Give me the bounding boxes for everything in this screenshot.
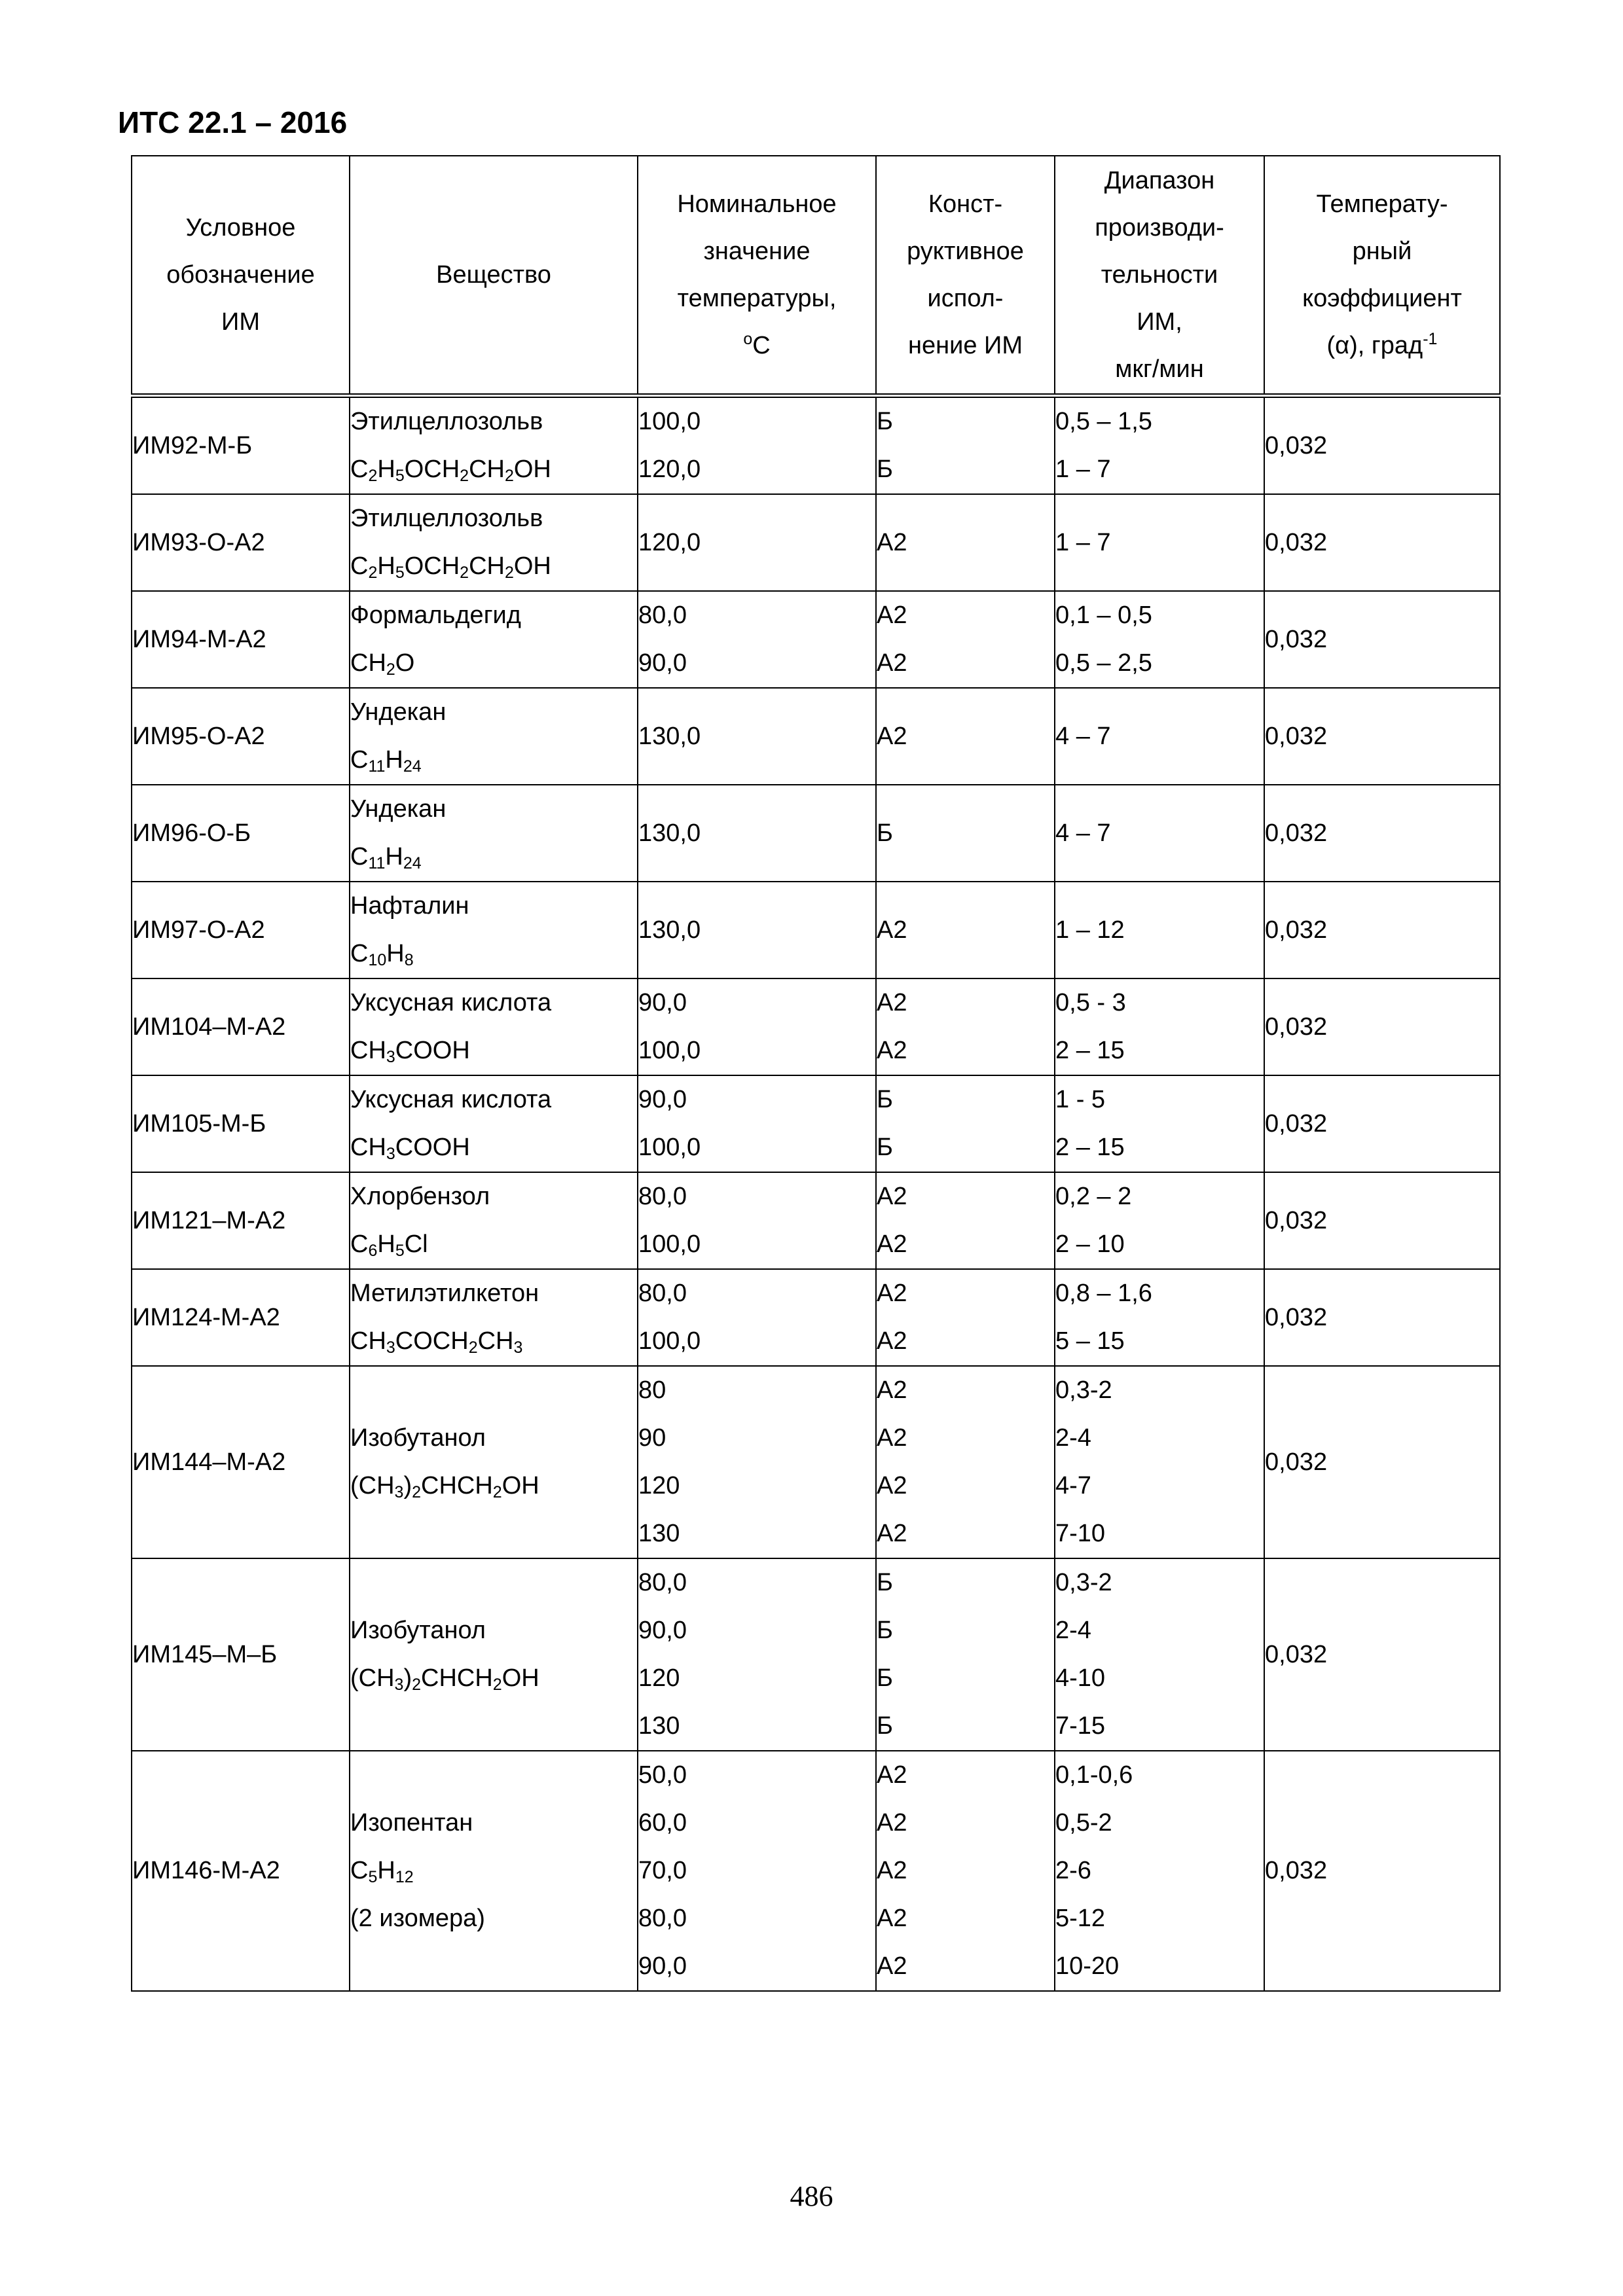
cell-range-line: 4 – 7 xyxy=(1055,722,1111,750)
cell-designation: ИМ144–М-А2 xyxy=(132,1366,350,1558)
cell-temperature-line: 80,0 xyxy=(638,1280,687,1307)
cell-temperature-line: 90,0 xyxy=(638,1086,687,1113)
cell-design-line: А2 xyxy=(877,1809,907,1837)
cell-substance-line: $C_6H_5Cl$ xyxy=(350,1230,428,1260)
header-designation-line: обозначение xyxy=(166,261,315,289)
cell-designation: ИМ97-О-А2 xyxy=(132,882,350,978)
cell-temperature xyxy=(638,688,876,785)
table-row xyxy=(132,978,1500,1075)
cell-design-line: А2 xyxy=(877,1230,907,1258)
cell-temperature xyxy=(638,785,876,882)
cell-coefficient: 0,032 xyxy=(1264,494,1500,591)
cell-range-line: 0,5-2 xyxy=(1055,1809,1112,1837)
cell-substance-line: $C_2H_5OCH_2CH_2OH$ xyxy=(350,552,551,582)
cell-substance-line: (2 изомера) xyxy=(350,1905,485,1932)
cell-design-line: Б xyxy=(877,1617,893,1644)
header-output-range-line: тельности xyxy=(1101,261,1218,289)
header-nominal-temperature-line: значение xyxy=(703,238,811,265)
cell-temperature-line: 70,0 xyxy=(638,1857,687,1884)
cell-range xyxy=(1055,1075,1264,1172)
table-row xyxy=(132,494,1500,591)
cell-temperature-line: 90,0 xyxy=(638,649,687,677)
cell-temperature-line: 90,0 xyxy=(638,989,687,1016)
cell-temperature-line: 60,0 xyxy=(638,1809,687,1837)
document-header-title: ИТС 22.1 – 2016 xyxy=(118,105,348,139)
cell-design-line: А2 xyxy=(877,916,907,944)
cell-range-line: 1 – 7 xyxy=(1055,456,1111,483)
cell-design xyxy=(876,396,1055,495)
cell-range-line: 2 – 15 xyxy=(1055,1134,1125,1161)
header-temperature-coefficient-line: коэффициент xyxy=(1302,285,1462,312)
cell-temperature xyxy=(638,1269,876,1366)
cell-substance-line: $(CH_3)_2CHCH_2OH$ xyxy=(350,1664,539,1694)
cell-substance-line: Изобутанол xyxy=(350,1617,486,1644)
cell-temperature-line: 80,0 xyxy=(638,1569,687,1596)
cell-substance-line: Ундекан xyxy=(350,698,447,726)
cell-designation: ИМ124-М-А2 xyxy=(132,1269,350,1366)
table-row xyxy=(132,1172,1500,1269)
cell-substance-line: Уксусная кислота xyxy=(350,989,552,1016)
cell-range-line: 0,8 – 1,6 xyxy=(1055,1280,1152,1307)
header-temperature-coefficient xyxy=(1264,156,1500,396)
cell-temperature xyxy=(638,978,876,1075)
cell-designation: ИМ145–М–Б xyxy=(132,1558,350,1751)
cell-temperature-line: 90,0 xyxy=(638,1617,687,1644)
cell-design xyxy=(876,1269,1055,1366)
table-row xyxy=(132,396,1500,495)
cell-range xyxy=(1055,1366,1264,1558)
cell-design-line: А2 xyxy=(877,1905,907,1932)
cell-coefficient: 0,032 xyxy=(1264,1269,1500,1366)
cell-substance-line: Формальдегид xyxy=(350,601,521,629)
cell-range-line: 2-4 xyxy=(1055,1424,1091,1452)
cell-range-line: 0,5 - 3 xyxy=(1055,989,1126,1016)
cell-substance-line: $C_{11}H_{24}$ xyxy=(350,746,422,776)
header-designation xyxy=(132,156,350,396)
cell-temperature xyxy=(638,1075,876,1172)
cell-substance xyxy=(350,1751,638,1991)
cell-design-line: А2 xyxy=(877,649,907,677)
cell-temperature-line: 130,0 xyxy=(638,916,701,944)
cell-substance xyxy=(350,978,638,1075)
cell-temperature-line: 100,0 xyxy=(638,1037,701,1064)
cell-range-line: 2 – 10 xyxy=(1055,1230,1125,1258)
table-row xyxy=(132,1751,1500,1991)
cell-design-line: Б xyxy=(877,408,893,435)
cell-design-line: А2 xyxy=(877,528,907,556)
header-temperature-coefficient-line: рный xyxy=(1352,238,1412,265)
cell-design-line: А2 xyxy=(877,1857,907,1884)
cell-range xyxy=(1055,1172,1264,1269)
cell-substance-line: Изопентан xyxy=(350,1809,473,1837)
cell-range xyxy=(1055,1558,1264,1751)
table-row xyxy=(132,1269,1500,1366)
cell-temperature xyxy=(638,591,876,688)
cell-design-line: А2 xyxy=(877,1761,907,1789)
cell-coefficient: 0,032 xyxy=(1264,1751,1500,1991)
cell-designation: ИМ146-М-А2 xyxy=(132,1751,350,1991)
cell-substance-line: Уксусная кислота xyxy=(350,1086,552,1113)
cell-design xyxy=(876,1751,1055,1991)
cell-range-line: 2-6 xyxy=(1055,1857,1091,1884)
table-row xyxy=(132,785,1500,882)
header-design-version xyxy=(876,156,1055,396)
cell-substance-line: Этилцеллозольв xyxy=(350,505,543,532)
cell-design-line: А2 xyxy=(877,722,907,750)
cell-coefficient: 0,032 xyxy=(1264,396,1500,495)
cell-coefficient: 0,032 xyxy=(1264,688,1500,785)
cell-range-line: 7-15 xyxy=(1055,1712,1106,1740)
cell-substance xyxy=(350,882,638,978)
cell-substance-line: $C_5H_{12}$ xyxy=(350,1857,414,1886)
cell-temperature xyxy=(638,494,876,591)
cell-range xyxy=(1055,978,1264,1075)
header-output-range-line: Диапазон xyxy=(1104,167,1215,194)
cell-design xyxy=(876,1075,1055,1172)
cell-design-line: А2 xyxy=(877,1952,907,1980)
header-nominal-temperature xyxy=(638,156,876,396)
cell-substance xyxy=(350,785,638,882)
cell-design xyxy=(876,1172,1055,1269)
header-output-range xyxy=(1055,156,1264,396)
cell-coefficient: 0,032 xyxy=(1264,1366,1500,1558)
header-output-range-line: ИМ, xyxy=(1137,308,1182,336)
cell-range-line: 2 – 15 xyxy=(1055,1037,1125,1064)
cell-design xyxy=(876,785,1055,882)
header-output-range-line: мкг/мин xyxy=(1115,355,1204,383)
page-number: 486 xyxy=(790,2180,833,2212)
cell-temperature-line: 120,0 xyxy=(638,528,701,556)
cell-range-line: 1 – 12 xyxy=(1055,916,1125,944)
cell-substance xyxy=(350,688,638,785)
table-row xyxy=(132,1075,1500,1172)
cell-design-line: Б xyxy=(877,1569,893,1596)
cell-temperature xyxy=(638,1751,876,1991)
header-designation-line: Условное xyxy=(185,214,296,242)
table-body xyxy=(132,396,1500,1992)
cell-design-line: А2 xyxy=(877,1520,907,1547)
cell-substance-line: $(CH_3)_2CHCH_2OH$ xyxy=(350,1472,539,1501)
header-design-version-line: Конст- xyxy=(928,190,1003,218)
cell-substance-line: $C_2H_5OCH_2CH_2OH$ xyxy=(350,456,551,485)
cell-design-line: Б xyxy=(877,1664,893,1692)
cell-temperature-line: 130 xyxy=(638,1520,680,1547)
cell-design-line: А2 xyxy=(877,1183,907,1210)
cell-range-line: 0,5 – 1,5 xyxy=(1055,408,1152,435)
cell-design-line: А2 xyxy=(877,601,907,629)
cell-coefficient: 0,032 xyxy=(1264,1172,1500,1269)
cell-coefficient: 0,032 xyxy=(1264,591,1500,688)
cell-range-line: 0,1-0,6 xyxy=(1055,1761,1133,1789)
cell-design-line: А2 xyxy=(877,1424,907,1452)
cell-designation: ИМ105-М-Б xyxy=(132,1075,350,1172)
cell-coefficient: 0,032 xyxy=(1264,1075,1500,1172)
cell-temperature-line: 80,0 xyxy=(638,1183,687,1210)
cell-substance-line: Хлорбензол xyxy=(350,1183,490,1210)
cell-designation: ИМ92-М-Б xyxy=(132,396,350,495)
header-temperature-coefficient-line: (α), град$^{-1}$ xyxy=(1326,330,1438,359)
cell-design-line: А2 xyxy=(877,1280,907,1307)
cell-coefficient: 0,032 xyxy=(1264,1558,1500,1751)
cell-temperature-line: 120 xyxy=(638,1664,680,1692)
cell-range-line: 1 - 5 xyxy=(1055,1086,1106,1113)
cell-designation: ИМ95-О-А2 xyxy=(132,688,350,785)
cell-coefficient: 0,032 xyxy=(1264,978,1500,1075)
header-nominal-temperature-line: $^o$C xyxy=(743,330,771,359)
table-row xyxy=(132,591,1500,688)
cell-substance-line: Нафталин xyxy=(350,892,469,920)
cell-temperature-line: 100,0 xyxy=(638,408,701,435)
cell-temperature-line: 130,0 xyxy=(638,722,701,750)
cell-substance-line: $CH_3COCH_2CH_3$ xyxy=(350,1327,523,1357)
cell-temperature-line: 120,0 xyxy=(638,456,701,483)
header-nominal-temperature-line: Номинальное xyxy=(677,190,837,218)
cell-temperature xyxy=(638,882,876,978)
cell-substance xyxy=(350,1075,638,1172)
cell-coefficient: 0,032 xyxy=(1264,785,1500,882)
cell-range-line: 0,2 – 2 xyxy=(1055,1183,1132,1210)
cell-designation: ИМ104–М-А2 xyxy=(132,978,350,1075)
cell-temperature-line: 90,0 xyxy=(638,1952,687,1980)
cell-substance-line: Метилэтилкетон xyxy=(350,1280,539,1307)
cell-range-line: 5-12 xyxy=(1055,1905,1106,1932)
cell-substance-line: Ундекан xyxy=(350,795,447,823)
cell-coefficient: 0,032 xyxy=(1264,882,1500,978)
table-row xyxy=(132,1558,1500,1751)
cell-range-line: 0,3-2 xyxy=(1055,1569,1112,1596)
cell-designation: ИМ94-М-А2 xyxy=(132,591,350,688)
cell-temperature xyxy=(638,1366,876,1558)
cell-substance-line: Изобутанол xyxy=(350,1424,486,1452)
cell-substance-line: Этилцеллозольв xyxy=(350,408,543,435)
cell-substance xyxy=(350,494,638,591)
cell-range-line: 0,5 – 2,5 xyxy=(1055,649,1152,677)
cell-designation: ИМ93-О-А2 xyxy=(132,494,350,591)
cell-temperature xyxy=(638,396,876,495)
cell-range xyxy=(1055,785,1264,882)
cell-design-line: Б xyxy=(877,819,893,847)
cell-design xyxy=(876,688,1055,785)
cell-temperature-line: 130 xyxy=(638,1712,680,1740)
cell-temperature-line: 80,0 xyxy=(638,1905,687,1932)
cell-design xyxy=(876,1558,1055,1751)
cell-range xyxy=(1055,882,1264,978)
header-design-version-line: руктивное xyxy=(907,238,1024,265)
cell-temperature-line: 80 xyxy=(638,1376,666,1404)
cell-range xyxy=(1055,591,1264,688)
cell-temperature xyxy=(638,1558,876,1751)
header-designation-line: ИМ xyxy=(221,308,260,336)
cell-design-line: А2 xyxy=(877,1327,907,1355)
table-header-row xyxy=(132,156,1500,396)
cell-temperature-line: 100,0 xyxy=(638,1134,701,1161)
cell-design xyxy=(876,978,1055,1075)
cell-substance xyxy=(350,591,638,688)
cell-range xyxy=(1055,396,1264,495)
cell-design xyxy=(876,1366,1055,1558)
cell-substance-line: $CH_3COOH$ xyxy=(350,1134,470,1163)
table-row xyxy=(132,882,1500,978)
cell-substance-line: $CH_2O$ xyxy=(350,649,415,679)
cell-design-line: Б xyxy=(877,1712,893,1740)
cell-range xyxy=(1055,494,1264,591)
cell-substance-line: $CH_3COOH$ xyxy=(350,1037,470,1066)
cell-design-line: А2 xyxy=(877,1037,907,1064)
cell-design xyxy=(876,494,1055,591)
cell-range xyxy=(1055,1751,1264,1991)
header-design-version-line: испол- xyxy=(927,285,1004,312)
cell-range-line: 7-10 xyxy=(1055,1520,1106,1547)
cell-substance xyxy=(350,1269,638,1366)
cell-design-line: А2 xyxy=(877,1472,907,1499)
cell-temperature-line: 90 xyxy=(638,1424,666,1452)
emission-sources-table xyxy=(131,155,1501,1992)
cell-substance xyxy=(350,1172,638,1269)
cell-temperature-line: 100,0 xyxy=(638,1327,701,1355)
cell-design-line: Б xyxy=(877,456,893,483)
cell-design-line: А2 xyxy=(877,1376,907,1404)
cell-range xyxy=(1055,688,1264,785)
cell-range-line: 0,3-2 xyxy=(1055,1376,1112,1404)
cell-design-line: Б xyxy=(877,1086,893,1113)
cell-range xyxy=(1055,1269,1264,1366)
cell-range-line: 1 – 7 xyxy=(1055,528,1111,556)
cell-range-line: 4-10 xyxy=(1055,1664,1106,1692)
cell-designation: ИМ121–М-А2 xyxy=(132,1172,350,1269)
cell-range-line: 0,1 – 0,5 xyxy=(1055,601,1152,629)
cell-temperature-line: 50,0 xyxy=(638,1761,687,1789)
cell-design-line: А2 xyxy=(877,989,907,1016)
cell-range-line: 10-20 xyxy=(1055,1952,1120,1980)
cell-design xyxy=(876,591,1055,688)
cell-range-line: 4-7 xyxy=(1055,1472,1091,1499)
cell-range-line: 4 – 7 xyxy=(1055,819,1111,847)
header-substance xyxy=(350,156,638,396)
header-design-version-line: нение ИМ xyxy=(908,332,1023,359)
cell-range-line: 2-4 xyxy=(1055,1617,1091,1644)
cell-substance xyxy=(350,396,638,495)
cell-temperature-line: 80,0 xyxy=(638,601,687,629)
cell-temperature-line: 120 xyxy=(638,1472,680,1499)
table-row xyxy=(132,1366,1500,1558)
table-row xyxy=(132,688,1500,785)
cell-temperature-line: 100,0 xyxy=(638,1230,701,1258)
cell-substance-line: $C_{10}H_8$ xyxy=(350,940,414,969)
cell-temperature xyxy=(638,1172,876,1269)
cell-design xyxy=(876,882,1055,978)
header-nominal-temperature-line: температуры, xyxy=(677,285,837,312)
header-output-range-line: производи- xyxy=(1095,214,1224,242)
cell-range-line: 5 – 15 xyxy=(1055,1327,1125,1355)
cell-designation: ИМ96-О-Б xyxy=(132,785,350,882)
cell-substance-line: $C_{11}H_{24}$ xyxy=(350,843,422,872)
header-temperature-coefficient-line: Температу- xyxy=(1316,190,1448,218)
cell-substance xyxy=(350,1558,638,1751)
cell-temperature-line: 130,0 xyxy=(638,819,701,847)
cell-design-line: Б xyxy=(877,1134,893,1161)
cell-substance xyxy=(350,1366,638,1558)
header-substance-line: Вещество xyxy=(436,261,551,289)
